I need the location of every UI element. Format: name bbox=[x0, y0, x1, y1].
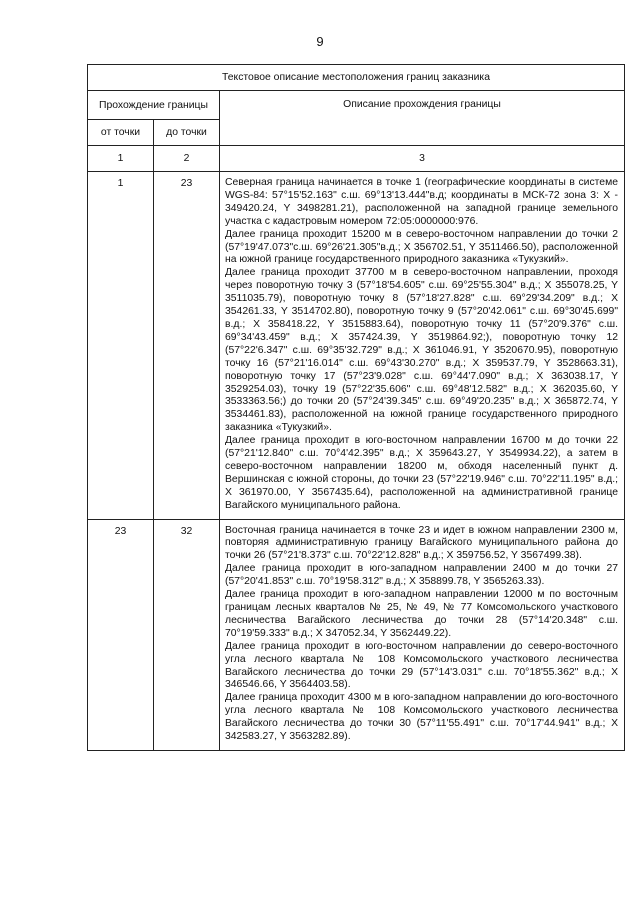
description-paragraph: Восточная граница начинается в точке 23 и идет в южном направлении 2300 м, повторяя административную границу Вагайского муниципального района до точки 26 (57°21'8.373" с.ш. 70°22'12.828" в.д.; X 359756.52, Y 3567499.38). bbox=[225, 524, 619, 562]
row-to-point: 23 bbox=[154, 172, 220, 520]
row-from-point: 23 bbox=[88, 519, 154, 750]
header-description: Описание прохождения границы bbox=[220, 91, 625, 146]
page-number: 9 bbox=[316, 34, 324, 49]
description-paragraph: Северная граница начинается в точке 1 (географические координаты в системе WGS-84: 57°15'52.163" с.ш. 69°13'13.444"в.д; координаты в МСК-72 зона 3: X - 349420.24, Y 3498281.21), расположенной на западной границе земельного участка с кадастровым номером 72:05:0000000:976. bbox=[225, 177, 619, 227]
header-from-point: от точки bbox=[88, 120, 154, 146]
column-number-2: 2 bbox=[154, 146, 220, 172]
description-paragraph: Далее граница проходит в юго-западном направлении 2400 м до точки 27 (57°20'41.853" с.ш. 70°19'58.312" в.д.; X 358899.78, Y 3565263.33). bbox=[225, 563, 619, 588]
description-paragraph: Далее граница проходит 15200 м в северо-восточном направлении до точки 2 (57°19'47.073"с.ш. 69°26'21.305"в.д.; X 356702.51, Y 3511466.50), расположенной на южной границе государственного природного заказника «Тукузкий». bbox=[225, 228, 619, 266]
description-paragraph: Далее граница проходит в юго-восточном направлении 16700 м до точки 22 (57°21'12.840" с.ш. 70°4'42.395" в.д.; X 359643.27, Y 3549934.22), а затем в северо-восточном направлении 18200 м, обходя населенный пункт д. Вершинская с южной стороны, до точки 23 (57°22'19.946" с.ш. 70°22'11.195" в.д.; X 361970.00, Y 3567435.64), расположенной на административной границе Вагайского муниципального района. bbox=[225, 435, 619, 511]
header-to-point: до точки bbox=[154, 120, 220, 146]
table-title: Текстовое описание местоположения границ заказника bbox=[88, 65, 625, 91]
description-paragraph: Далее граница проходит в юго-западном направлении 12000 м по восточным границам лесных кварталов № 25, № 49, № 77 Комсомольского участкового лесничества Вагайского лесничества до точки 28 (57°14'20.348" с.ш. 70°19'59.333" в.д.; X 347052.34, Y 3562449.22). bbox=[225, 589, 619, 639]
column-number-1: 1 bbox=[88, 146, 154, 172]
table-row bbox=[88, 172, 625, 520]
row-from-point: 1 bbox=[88, 172, 154, 520]
description-paragraph: Далее граница проходит в юго-восточном направлении до северо-восточного угла лесного квартала № 108 Комсомольского участкового лесничества Вагайского лесничества до точки 29 (57°14'3.031" с.ш. 70°18'55.362" в.д.; X 346546.66, Y 3564403.58). bbox=[225, 640, 619, 691]
row-description bbox=[220, 519, 625, 750]
description-paragraph: Далее граница проходит 37700 м в северо-восточном направлении, проходя через поворотную точку 3 (57°18'54.605" с.ш. 69°25'55.304" в.д.; X 355078.25, Y 3511035.79), поворотную точку 8 (57°18'27.828" с.ш. 69°29'34.209" в.д.; X 354261.33, Y 3514702.80), поворотную точку 9 (57°20'42.061" с.ш. 69°30'45.699" в.д.; X 358418.22, Y 3515883.64), поворотную точку 11 (57°20'9.376" с.ш. 69°34'43.459" в.д.; X 357424.39, Y 3519864.92;), поворотную точку 12 (57°22'6.347" с.ш. 69°35'32.729" в.д.; X 361046.91, Y 3520670.95), поворотную точку 16 (57°21'16.014" с.ш. 69°43'30.270" в.д.; X 359537.79, Y 3528663.31), поворотную точку 17 (57°23'9.028" с.ш. 69°44'7.090" в.д.; X 363038.17, Y 3529254.03), точку 19 (57°22'35.606" с.ш. 69°48'12.582" в.д.; X 362035.60, Y 3533363.56;) до точки 20 (57°24'39.345" с.ш. 69°49'20.235" в.д.; X 365872.74, Y 3534461.83), расположенной на южной границе государственного природного заказника «Тукузкий». bbox=[225, 267, 619, 434]
row-to-point: 32 bbox=[154, 519, 220, 750]
boundary-description-table bbox=[87, 64, 625, 751]
row-description bbox=[220, 172, 625, 520]
header-boundary-passage: Прохождение границы bbox=[88, 91, 220, 120]
column-number-3: 3 bbox=[220, 146, 625, 172]
description-paragraph: Далее граница проходит 4300 м в юго-западном направлении до юго-восточного угла лесного квартала № 108 Комсомольского участкового лесничества Вагайского лесничества до точки 30 (57°11'55.491" с.ш. 70°17'44.941" в.д.; X 342583.27, Y 3563282.89). bbox=[225, 692, 619, 743]
table-row bbox=[88, 519, 625, 750]
